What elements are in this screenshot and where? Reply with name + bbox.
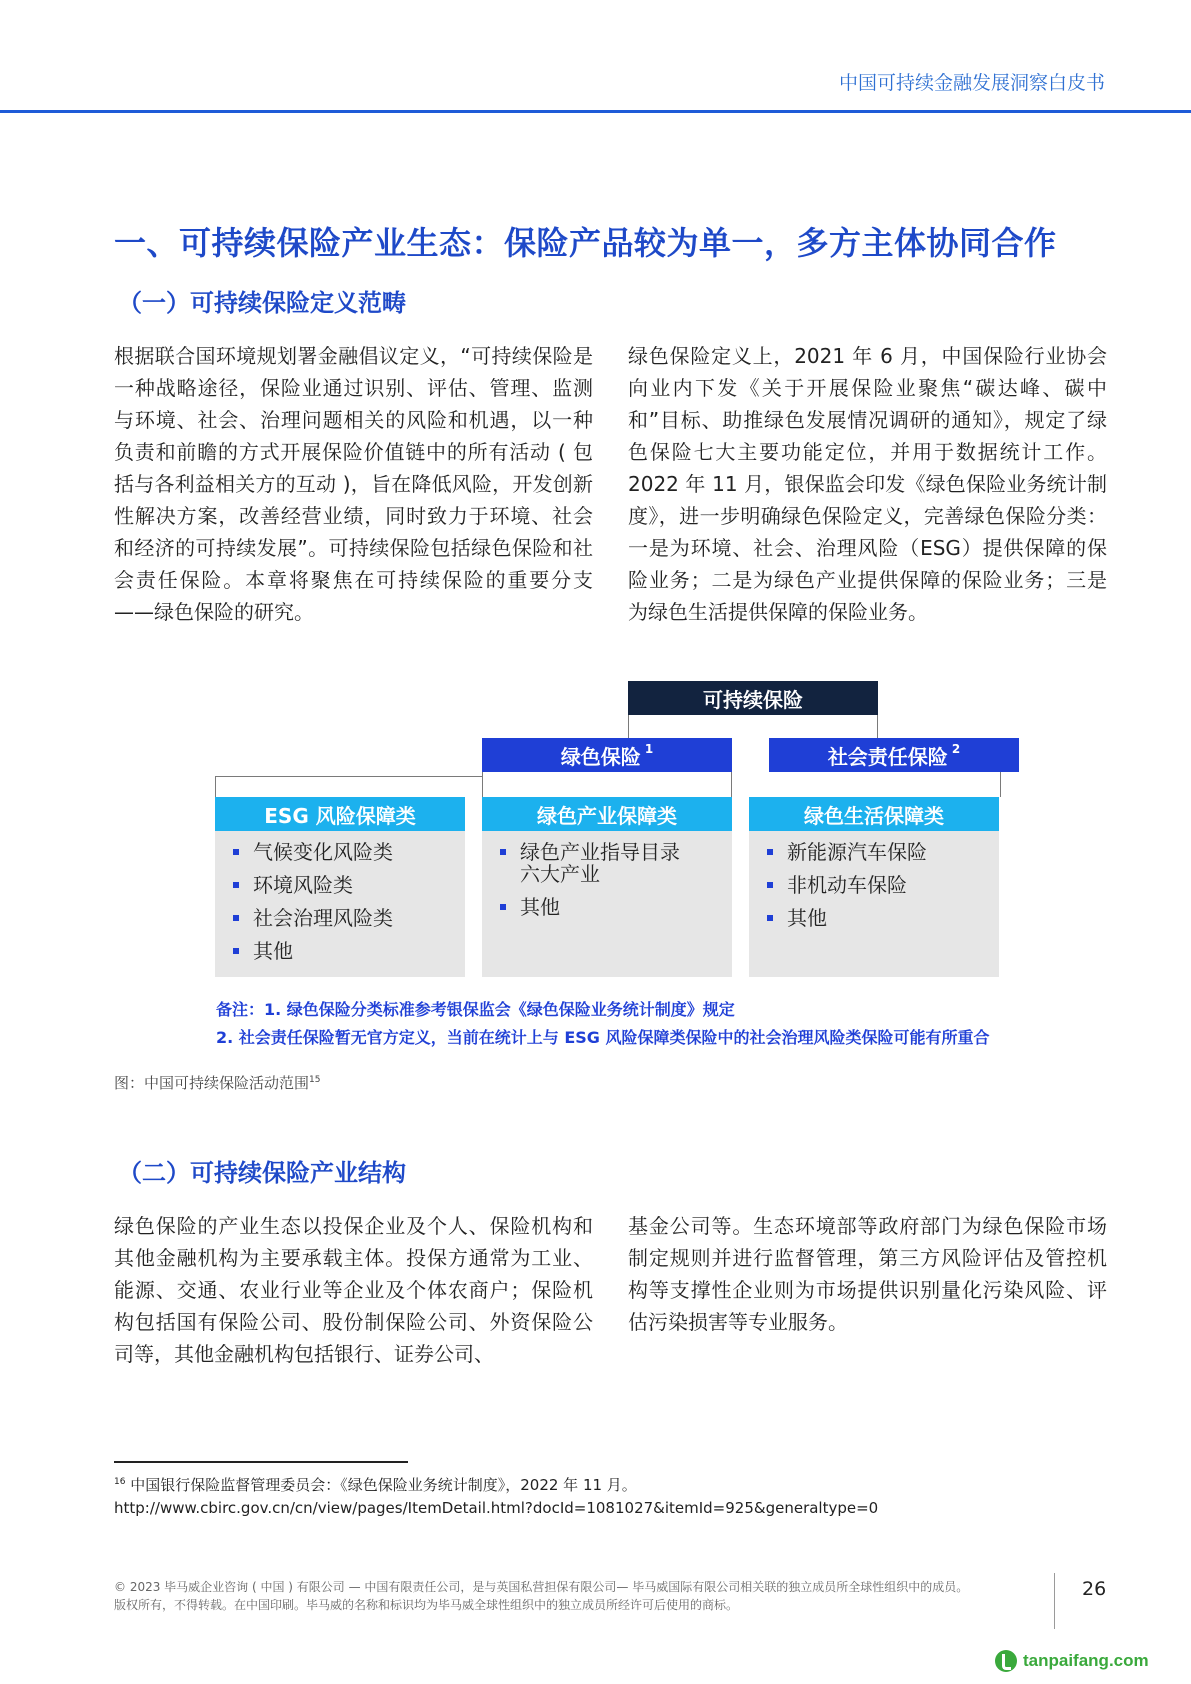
list-item: 其他 xyxy=(759,907,989,929)
diagram-note-2: 2. 社会责任保险暂无官方定义，当前在统计上与 ESG 风险保障类保险中的社会治理风险类保险可能有所重合 xyxy=(216,1028,990,1047)
brand-leaf-icon xyxy=(995,1650,1017,1672)
section-title: 一、可持续保险产业生态：保险产品较为单一，多方主体协同合作 xyxy=(114,224,1057,262)
list-item: 其他 xyxy=(225,940,455,962)
social-insurance-footnote-ref: 2 xyxy=(951,742,961,756)
social-insurance-label: 社会责任保险 xyxy=(827,744,948,769)
green-insurance-footnote-ref: 1 xyxy=(644,742,654,756)
diagram-note-1: 备注：1. 绿色保险分类标准参考银保监会《绿色保险业务统计制度》规定 xyxy=(216,1000,735,1019)
diagram-node-social-insurance xyxy=(769,738,1019,772)
footer-copyright-line-1: © 2023 毕马威企业咨询 ( 中国 ) 有限公司 — 中国有限责任公司，是与英国私营担保有限公司— 毕马威国际有限公司相关联的独立成员所全球性组织中的成员。 xyxy=(114,1580,969,1594)
category-esg-header: ESG 风险保障类 xyxy=(215,797,465,831)
subsection-title-2: （二）可持续保险产业结构 xyxy=(118,1159,406,1187)
body-paragraph-left-2: 绿色保险的产业生态以投保企业及个人、保险机构和其他金融机构为主要承载主体。投保方通常为工业、能源、交通、农业行业等企业及个体农商户；保险机构包括国有保险公司、股份制保险公司、外资保险公司等，其他金融机构包括银行、证券公司、 xyxy=(114,1214,593,1366)
figure-caption xyxy=(114,1072,320,1093)
figure-caption-ref: 15 xyxy=(309,1075,321,1085)
list-item: 绿色产业指导目录六大产业 xyxy=(492,841,690,885)
diagram-node-green-insurance xyxy=(482,738,732,772)
footnote-text: 中国银行保险监督管理委员会：《绿色保险业务统计制度》，2022 年 11 月。 xyxy=(130,1476,637,1494)
body-paragraph-left-1: 根据联合国环境规划署金融倡议定义，“可持续保险是一种战略途径，保险业通过识别、评估、管理、监测与环境、社会、治理问题相关的风险和机遇，以一种负责和前瞻的方式开展保险价值链中的所有活动 ( 包括与各利益相关方的互动 )，旨在降低风险，开发创新性解决方案，改善经营业绩，同时致力于环境、社会和经济的可持续发展”。可持续保险包括绿色保险和社会责任保险。本章将聚焦在可持续保险的重要分支——绿色保险的研究。 xyxy=(114,344,593,624)
list-item: 社会治理风险类 xyxy=(225,907,455,929)
category-green-industry-header: 绿色产业保障类 xyxy=(482,797,732,831)
body-paragraph-right-2: 基金公司等。生态环境部等政府部门为绿色保险市场制定规则并进行监督管理，第三方风险评估及管控机构等支撑性企业则为市场提供识别量化污染风险、评估污染损害等专业服务。 xyxy=(628,1214,1107,1334)
header-divider xyxy=(0,110,1191,113)
category-green-life-list xyxy=(749,831,999,977)
figure-caption-text: 图：中国可持续保险活动范围 xyxy=(114,1074,310,1092)
footnote-url[interactable]: http://www.cbirc.gov.cn/cn/view/pages/ItemDetail.html?docId=1081027&itemId=925&generaltype=0 xyxy=(114,1499,879,1517)
category-green-industry-list xyxy=(482,831,732,977)
footnote-line-1 xyxy=(114,1474,637,1495)
footnote-number: 16 xyxy=(114,1477,126,1487)
running-header-title: 中国可持续金融发展洞察白皮书 xyxy=(838,72,1105,94)
green-insurance-label: 绿色保险 xyxy=(560,744,641,769)
page-number: 26 xyxy=(1082,1578,1107,1600)
list-item: 非机动车保险 xyxy=(759,874,989,896)
footer-copyright-line-2: 版权所有，不得转载。在中国印刷。毕马威的名称和标识均为毕马威全球性组织中的独立成员所经许可后使用的商标。 xyxy=(114,1598,739,1612)
list-item: 环境风险类 xyxy=(225,874,455,896)
list-item: 其他 xyxy=(492,896,722,918)
watermark-brand xyxy=(995,1650,1149,1672)
list-item: 新能源汽车保险 xyxy=(759,841,989,863)
footer-divider xyxy=(1054,1573,1055,1629)
category-green-life-header: 绿色生活保障类 xyxy=(749,797,999,831)
diagram-root-node: 可持续保险 xyxy=(628,681,878,715)
category-esg-list xyxy=(215,831,465,977)
footnote-divider xyxy=(114,1461,408,1463)
list-item: 气候变化风险类 xyxy=(225,841,455,863)
brand-text: tanpaifang.com xyxy=(1023,1651,1149,1670)
body-paragraph-right-1: 绿色保险定义上，2021 年 6 月，中国保险行业协会向业内下发《关于开展保险业聚焦“碳达峰、碳中和”目标、助推绿色发展情况调研的通知》，规定了绿色保险七大主要功能定位，并用于数据统计工作。2022 年 11 月，银保监会印发《绿色保险业务统计制度》，进一步明确绿色保险定义，完善绿色保险分类：一是为环境、社会、治理风险（ESG）提供保障的保险业务；二是为绿色产业提供保障的保险业务；三是为绿色生活提供保障的保险业务。 xyxy=(628,344,1107,624)
subsection-title-1: （一）可持续保险定义范畴 xyxy=(118,289,406,317)
